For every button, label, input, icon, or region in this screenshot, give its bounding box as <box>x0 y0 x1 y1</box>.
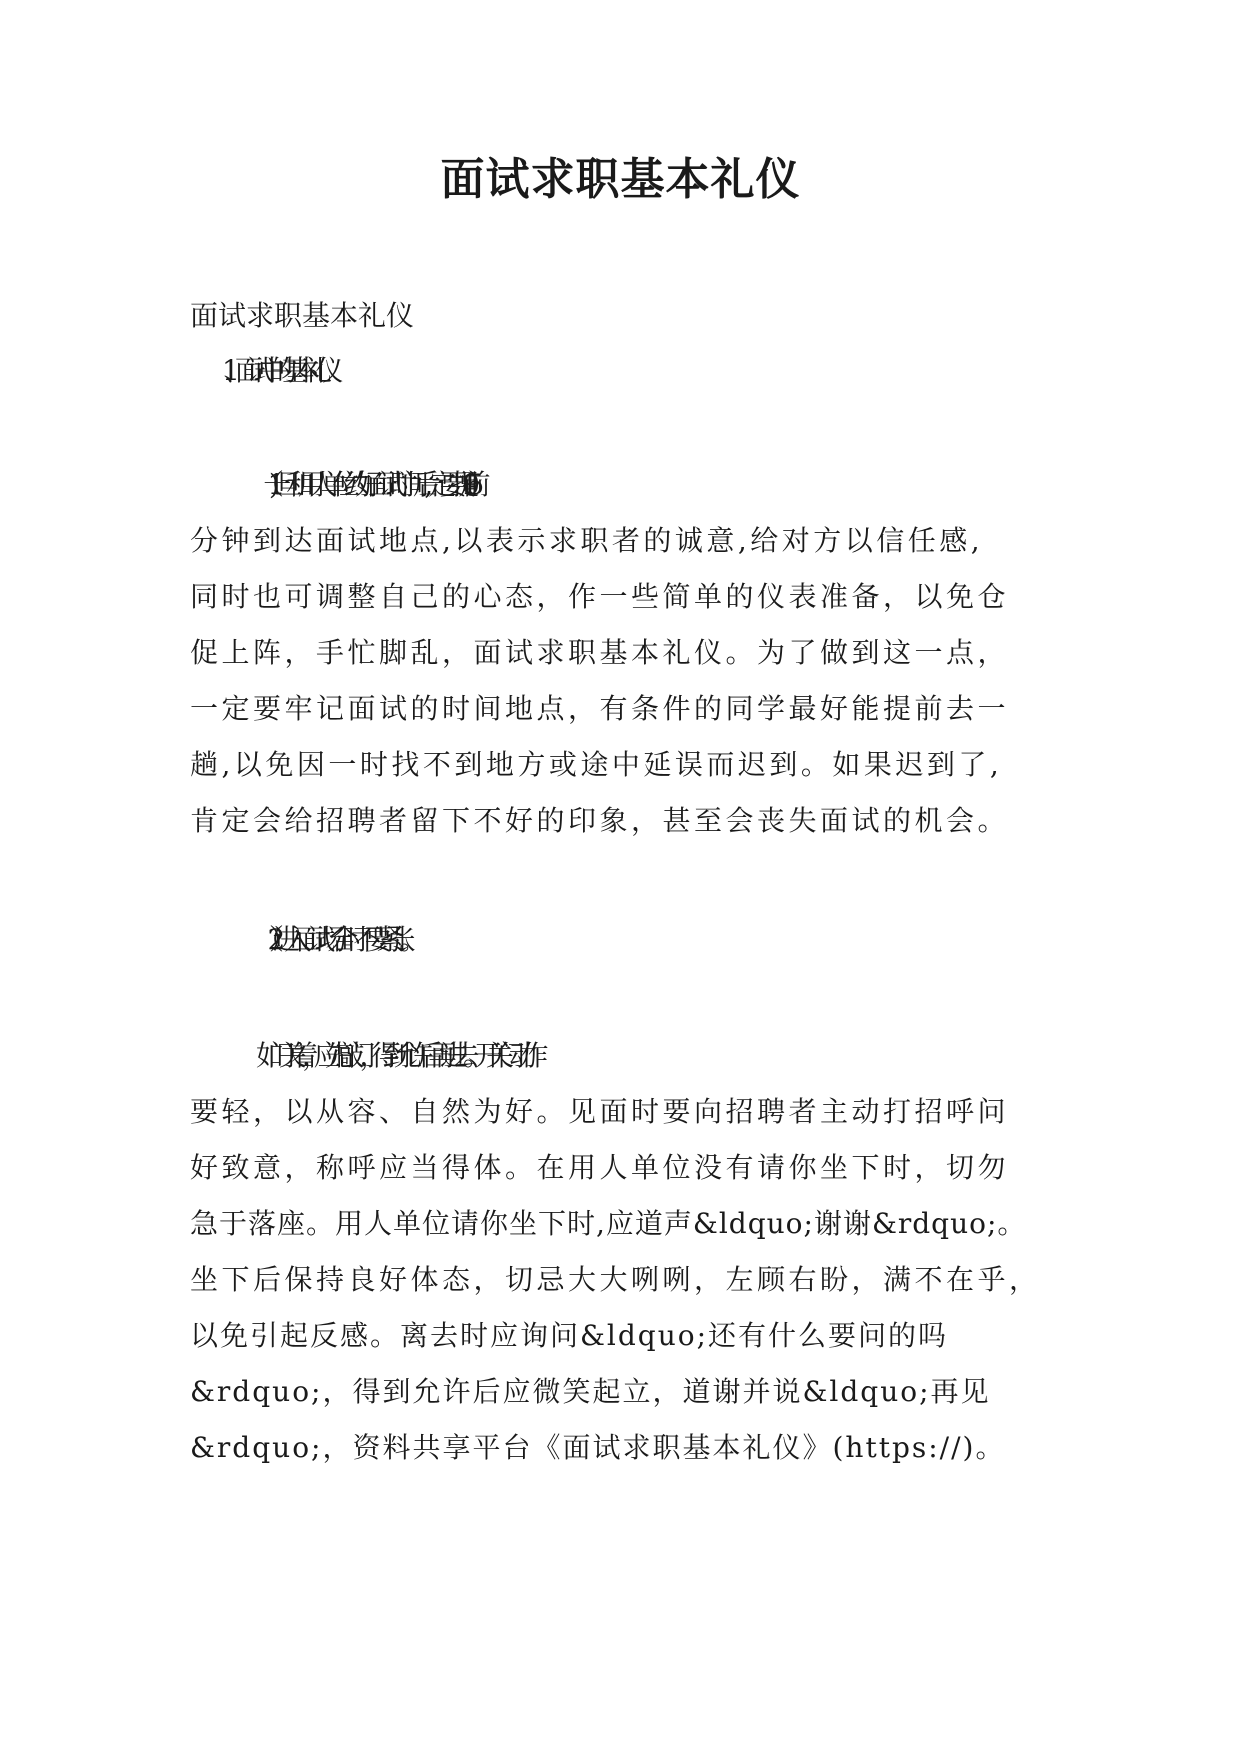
paragraph-line: 以免引起反感。离去时应询问&ldquo;还有什么要问的吗 <box>190 1319 949 1352</box>
paragraph-line: &rdquo;，资料共享平台《面试求职基本礼仪》(https://)。 <box>190 1431 1006 1464</box>
document-subtitle: 面试求职基本礼仪 <box>190 299 415 332</box>
paragraph-line: 分钟到达面试地点,以表示求职者的诚意,给对方以信任感, <box>190 524 984 557</box>
paragraph-line: 一定要牢记面试的时间地点，有条件的同学最好能提前去一 <box>190 692 1010 725</box>
paragraph-line: &rdquo;，得到允许后应微笑起立，道谢并说&ldquo;再见 <box>190 1375 991 1408</box>
paragraph-line: 坐下后保持良好体态，切忌大大咧咧，左顾右盼，满不在乎， <box>190 1263 1041 1296</box>
section-heading: 1、面试中的基本礼仪 <box>222 354 327 387</box>
paragraph-line: 同时也可调整自己的心态，作一些简单的仪表准备，以免仓 <box>190 580 1010 613</box>
paragraph-line: 要轻，以从容、自然为好。见面时要向招聘者主动打招呼问 <box>190 1095 1010 1128</box>
paragraph-line: 急于落座。用人单位请你坐下时,应道声&ldquo;谢谢&rdquo;。 <box>190 1207 1027 1240</box>
paragraph-line: 肯定会给招聘者留下不好的印象，甚至会丧失面试的机会。 <box>190 804 1010 837</box>
paragraph-line: 如门关着，应先敲门，得到允许后再进去。开关门动作 <box>256 1039 533 1072</box>
paragraph-line: 促上阵，手忙脚乱，面试求职基本礼仪。为了做到这一点， <box>190 636 1010 669</box>
paragraph-line: 好致意，称呼应当得体。在用人单位没有请你坐下时，切勿 <box>190 1151 1010 1184</box>
paragraph-line: 趟,以免因一时找不到地方或途中延误而迟到。如果迟到了, <box>190 748 1003 781</box>
point-2-heading: （2） 进入面试场合时不要紧张。 <box>256 923 411 956</box>
document-title: 面试求职基本礼仪 <box>440 154 801 205</box>
paragraph-line: （1)一旦和用人单位约好面试时间后,一定要提前 5-10 <box>256 468 464 501</box>
